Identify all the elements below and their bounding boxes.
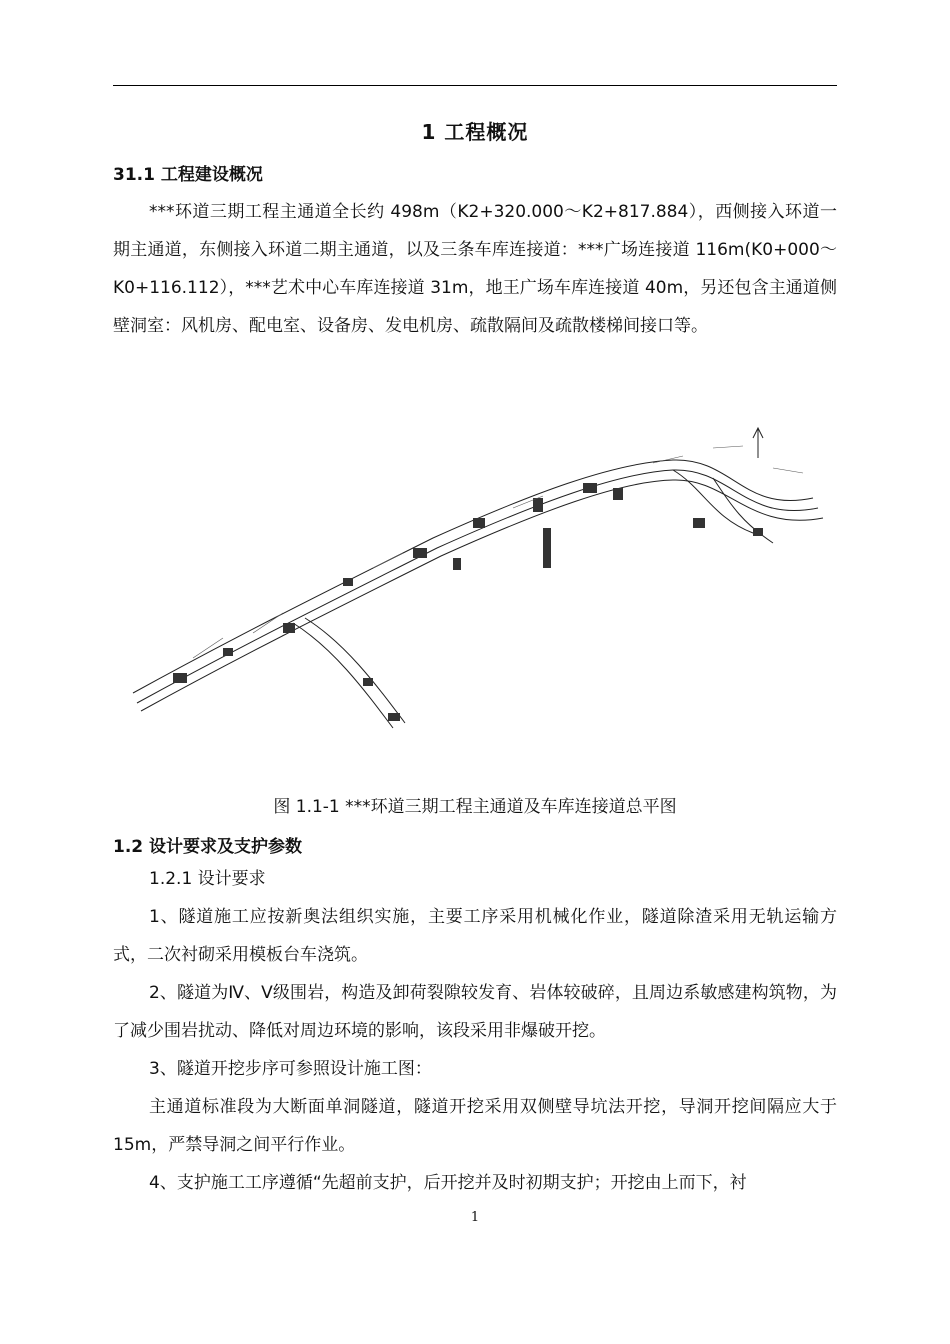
figure-caption: 图 1.1-1 ***环道三期工程主通道及车库连接道总平图 [273,797,677,817]
requirement-item-3: 3、隧道开挖步序可参照设计施工图： [149,1059,432,1079]
header-rule [113,85,837,86]
section-heading-1-2: 1.2 设计要求及支护参数 [113,837,303,857]
chapter-title: 1 工程概况 [421,120,529,144]
section-heading-1-1: 31.1 工程建设概况 [113,165,263,185]
requirement-item-3-detail: 主通道标准段为大断面单洞隧道，隧道开挖采用双侧壁导坑法开挖，导洞开挖间隔应大于 15m，严禁导洞之间平行作业。 [113,1097,837,1155]
section-1-1-paragraph: ***环道三期工程主通道全长约 498m（K2+320.000～K2+817.884），西侧接入环道一期主通道，东侧接入环道二期主通道，以及三条车库连接道：***广场连接道 116m(K0+000～K0+116.112），***艺术中心车库连接道 31m，地王广场车库连接道 40m，另还包含主通道侧壁洞室：风机房、配电室、设备房、发电机房、疏散隔间及疏散楼梯间接口等。 [113,202,837,336]
subsection-heading-1-2-1: 1.2.1 设计要求 [149,869,266,889]
requirement-item-4: 4、支护施工工序遵循“先超前支护，后开挖并及时初期支护；开挖由上而下，衬 [149,1173,747,1193]
requirement-item-1: 1、隧道施工应按新奥法组织实施，主要工序采用机械化作业，隧道除渣采用无轨运输方式，二次衬砌采用模板台车浇筑。 [113,907,837,965]
page-number: 1 [470,1210,480,1225]
requirement-item-2: 2、隧道为Ⅳ、Ⅴ级围岩，构造及卸荷裂隙较发育、岩体较破碎，且周边系敏感建构筑物，为了减少围岩扰动、降低对周边环境的影响，该段采用非爆破开挖。 [113,983,837,1041]
site-plan-figure [113,418,837,744]
